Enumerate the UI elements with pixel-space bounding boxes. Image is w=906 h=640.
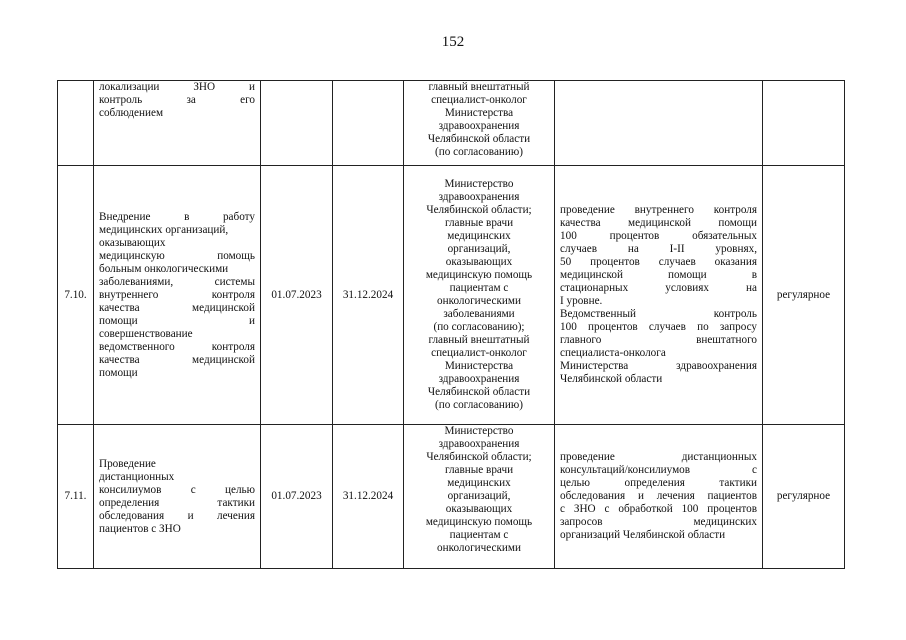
result-line: I уровне. (560, 295, 603, 307)
executor-line: главные врачи (444, 217, 514, 229)
executor-line: (по согласованию) (435, 146, 523, 158)
activity-name-line: помощи и (99, 314, 255, 327)
executor-line: онкологическими (437, 295, 521, 307)
activity-name-line: соблюдением (99, 107, 164, 119)
activity-name-line: качества медицинской (99, 301, 255, 314)
activity-name-line: ведомственного контроля (99, 340, 255, 353)
executor-line: специалист-онколог (431, 94, 527, 106)
activity-name-line: оказывающих (99, 236, 166, 249)
executor-line: пациентам с (449, 282, 509, 294)
activity-name-line: внутреннего контроля (99, 288, 255, 301)
result-line: проведение дистанционных (560, 451, 757, 463)
result-line: главного внештатного (560, 334, 757, 346)
executor-line: медицинских (447, 230, 511, 242)
activity-name-line: обследования и лечения (99, 509, 255, 522)
activity-name-line: Внедрение в работу (99, 210, 255, 223)
result-line: Ведомственный контроль (560, 308, 757, 320)
activity-name-line: заболеваниями, системы (99, 275, 255, 288)
executor-line: Министерство (444, 425, 514, 437)
executor-line: главные врачи (444, 464, 514, 476)
result-line: обследования и лечения пациентов (560, 490, 757, 502)
periodicity-cell (763, 81, 845, 166)
result-line: организаций Челябинской области (560, 529, 726, 541)
start-date-cell: 01.07.2023 (261, 166, 333, 425)
executor-line: медицинскую помощь (425, 269, 533, 281)
result-line: медицинской помощи в (560, 269, 757, 281)
executor-line: (по согласованию); (433, 321, 525, 333)
executor-line: здравоохранения (438, 373, 520, 385)
activity-name-line: консилиумов с целью (99, 483, 255, 496)
executor-cell (404, 81, 555, 166)
activity-name-line: определения тактики (99, 496, 255, 509)
result-cell (555, 81, 763, 166)
result-line: проведение внутреннего контроля (560, 204, 757, 216)
row-number-cell: 7.10. (58, 166, 94, 425)
end-date-cell (333, 81, 404, 166)
activity-name-line: помощи (99, 366, 138, 379)
executor-line: главный внештатный (428, 334, 530, 346)
activity-name-cell (94, 166, 261, 425)
result-line: случаев на I-II уровнях, (560, 243, 757, 255)
executor-line: специалист-онколог (431, 347, 527, 359)
executor-line: Челябинской области; (426, 451, 532, 463)
result-line: качества медицинской помощи (560, 217, 757, 229)
end-date-cell: 31.12.2024 (333, 425, 404, 569)
executor-line: (по согласованию) (435, 399, 523, 411)
executor-line: оказывающих (445, 503, 513, 515)
executor-line: организаций, (447, 490, 511, 502)
result-line: 50 процентов случаев оказания (560, 256, 757, 268)
activity-name-line: контроль за его (99, 94, 255, 106)
activity-name-line: медицинскую помощь (99, 249, 255, 262)
result-cell (555, 166, 763, 425)
executor-line: Челябинской области (427, 133, 531, 145)
activity-name-line: совершенствование (99, 327, 193, 340)
activity-name-line: локализации ЗНО и (99, 81, 255, 93)
activity-name-line: больным онкологическими (99, 262, 229, 275)
activity-plan-table (57, 80, 845, 569)
executor-line: Министерство (444, 178, 514, 190)
page-number: 152 (441, 34, 465, 50)
executor-line: здравоохранения (438, 438, 520, 450)
result-line: Министерства здравоохранения (560, 360, 757, 372)
executor-line: заболеваниями (443, 308, 515, 320)
row-number-cell (58, 81, 94, 166)
result-line: стационарных условиях на (560, 282, 757, 294)
result-line: 100 процентов обязательных (560, 230, 757, 242)
activity-name-line: медицинских организаций, (99, 223, 229, 236)
result-line: специалиста-онколога (560, 347, 666, 359)
activity-name-line: качества медицинской (99, 353, 255, 366)
activity-name-cell (94, 425, 261, 569)
table-row (58, 166, 845, 425)
executor-line: медицинских (447, 477, 511, 489)
activity-name-cell (94, 81, 261, 166)
executor-line: организаций, (447, 243, 511, 255)
result-line: 100 процентов случаев по запросу (560, 321, 757, 333)
executor-line: здравоохранения (438, 191, 520, 203)
executor-line: Челябинской области (427, 386, 531, 398)
start-date-cell (261, 81, 333, 166)
result-line: консультаций/консилиумов с (560, 464, 757, 476)
executor-line: Министерства (444, 107, 514, 119)
end-date-cell: 31.12.2024 (333, 166, 404, 425)
table-row (58, 425, 845, 569)
result-line: с ЗНО с обработкой 100 процентов (560, 503, 757, 515)
activity-name-line: Проведение (99, 457, 156, 470)
executor-line: Министерства (444, 360, 514, 372)
periodicity-cell: регулярное (763, 166, 845, 425)
executor-line: оказывающих (445, 256, 513, 268)
result-cell (555, 425, 763, 569)
executor-line: онкологическими (437, 542, 521, 554)
result-line: целью определения тактики (560, 477, 757, 489)
executor-cell (404, 425, 555, 569)
start-date-cell: 01.07.2023 (261, 425, 333, 569)
executor-cell (404, 166, 555, 425)
activity-name-line: пациентов с ЗНО (99, 522, 181, 535)
row-number-cell: 7.11. (58, 425, 94, 569)
activity-name-line: дистанционных (99, 470, 175, 483)
result-line: Челябинской области (560, 373, 663, 385)
executor-line: здравоохранения (438, 120, 520, 132)
executor-line: Челябинской области; (426, 204, 532, 216)
executor-line: пациентам с (449, 529, 509, 541)
periodicity-cell: регулярное (763, 425, 845, 569)
executor-line: главный внештатный (428, 81, 530, 93)
executor-line: медицинскую помощь (425, 516, 533, 528)
result-line: запросов медицинских (560, 516, 757, 528)
table-row (58, 81, 845, 166)
